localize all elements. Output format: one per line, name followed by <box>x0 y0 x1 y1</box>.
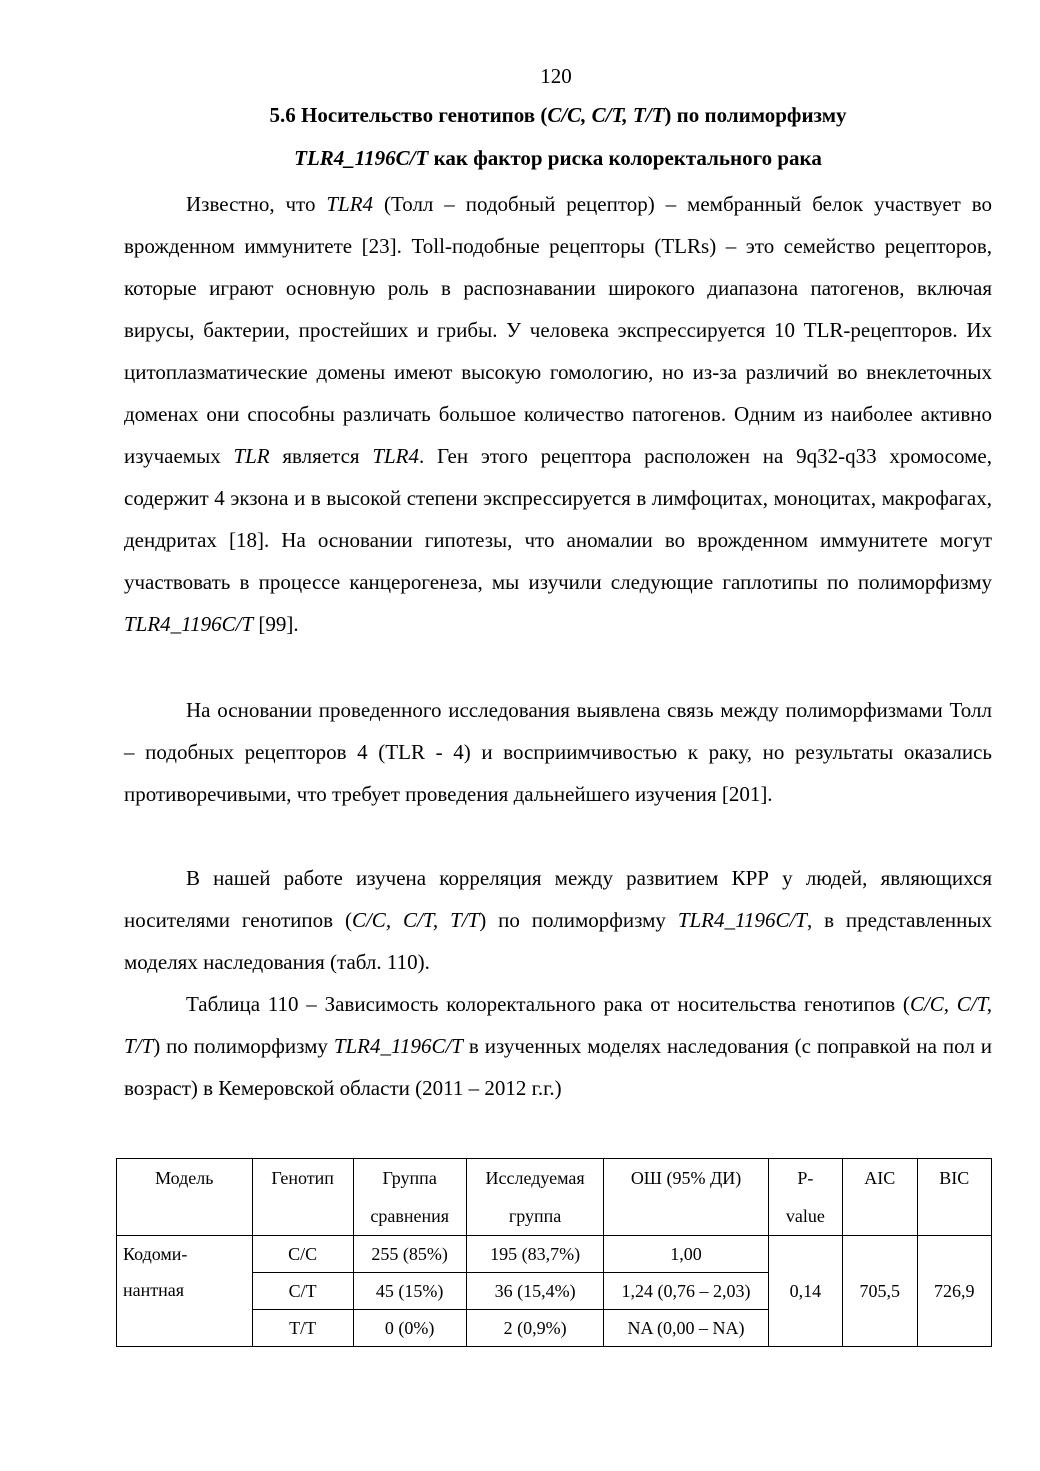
cell-aic: 705,5 <box>843 1236 917 1347</box>
cell-p-value: 0,14 <box>768 1236 842 1347</box>
section-heading-line-2: TLR4_1196C/T как фактор риска колоректального рака <box>294 146 822 170</box>
cell-study: 2 (0,9%) <box>466 1310 604 1347</box>
header-model: Модель <box>117 1159 253 1236</box>
genotype-risk-table <box>116 1158 992 1347</box>
cell-odds-ratio: 1,24 (0,76 – 2,03) <box>604 1273 768 1310</box>
table-row <box>117 1236 992 1273</box>
cell-comparison: 255 (85%) <box>353 1236 466 1273</box>
cell-genotype: C/C <box>252 1236 353 1273</box>
header-aic: AIC <box>843 1159 917 1236</box>
paragraph-our-work: В нашей работе изучена корреляция между развитием КРР у людей, являющихся носителями генотипов (C/C, C/T, T/T) по полиморфизму TLR4_1196C/T, в представленных моделях наследования (табл. 110). <box>124 866 992 974</box>
cell-model-name: Кодоми- нантная <box>117 1236 253 1347</box>
header-genotype: Генотип <box>252 1159 353 1236</box>
header-p-value: P- value <box>768 1159 842 1236</box>
header-odds-ratio: ОШ (95% ДИ) <box>604 1159 768 1236</box>
paragraph-tlr4-intro: Известно, что TLR4 (Толл – подобный рецептор) – мембранный белок участвует во врожденном иммунитете [23]. Toll-подобные рецепторы (TLRs) – это семейство рецепторов, которые играют основную роль в распознавании широкого диапазона патогенов, включая вирусы, бактерии, простейших и грибы. У человека экспрессируется 10 TLR-рецепторов. Их цитоплазматические домены имеют высокую гомологию, но из-за различий во внеклеточных доменах они способны различать большое количество патогенов. Одним из наиболее активно изучаемых TLR является TLR4. Ген этого рецептора расположен на 9q32-q33 хромосоме, содержит 4 экзона и в высокой степени экспрессируется в лимфоцитах, моноцитах, макрофагах, дендритах [18]. На основании гипотезы, что аномалии во врожденном иммунитете могут участвовать в процессе канцерогенеза, мы изучили следующие гаплотипы по полиморфизму TLR4_1196C/T [99]. <box>124 192 993 636</box>
paragraph-study-results: На основании проведенного исследования выявлена связь между полиморфизмами Толл – подобных рецепторов 4 (TLR - 4) и восприимчивостью к раку, но результаты оказались противоречивыми, что требует проведения дальнейшего изучения [201]. <box>124 698 992 806</box>
cell-comparison: 45 (15%) <box>353 1273 466 1310</box>
cell-comparison: 0 (0%) <box>353 1310 466 1347</box>
cell-genotype: T/T <box>252 1310 353 1347</box>
section-heading-line-1: 5.6 Носительство генотипов (C/C, C/T, T/T) по полиморфизму <box>269 103 847 127</box>
cell-odds-ratio: NA (0,00 – NA) <box>604 1310 768 1347</box>
table-header-row <box>117 1159 992 1236</box>
cell-study: 195 (83,7%) <box>466 1236 604 1273</box>
cell-study: 36 (15,4%) <box>466 1273 604 1310</box>
cell-bic: 726,9 <box>917 1236 992 1347</box>
table-caption: Таблица 110 – Зависимость колоректального рака от носительства генотипов (C/C, C/T, T/T) по полиморфизму TLR4_1196C/T в изученных моделях наследования (с поправкой на пол и возраст) в Кемеровской области (2011 – 2012 г.г.) <box>124 992 993 1100</box>
header-bic: BIC <box>917 1159 992 1236</box>
page-number: 120 <box>540 64 572 88</box>
header-study-group: Исследуемая группа <box>466 1159 604 1236</box>
cell-odds-ratio: 1,00 <box>604 1236 768 1273</box>
cell-genotype: C/T <box>252 1273 353 1310</box>
header-comparison-group: Группа сравнения <box>353 1159 466 1236</box>
